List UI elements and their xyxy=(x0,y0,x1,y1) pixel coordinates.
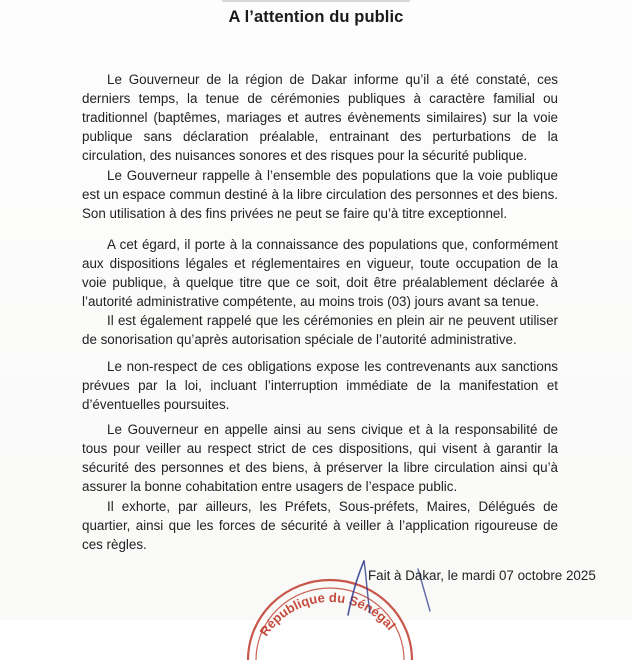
paragraph-2: Le Gouverneur rappelle à l’ensemble des populations que la voie publique est un espace commun destiné à la libre circulation des personnes et des biens. Son utilisation à des fins privées ne peut se faire qu’à titre exceptionnel. xyxy=(82,168,558,221)
signature-place-date: Fait à Dakar, le mardi 07 octobre 2025 xyxy=(368,568,596,583)
paragraph-4: Il est également rappelé que les cérémonies en plein air ne peuvent utiliser de sonorisation qu’après autorisation spéciale de l’autorité administrative. xyxy=(82,313,558,347)
paragraph-3: A cet égard, il porte à la connaissance des populations que, conformément aux dispositions légales et réglementaires en vigueur, toute occupation de la voie publique, à quelque titre que ce soit, doit être préalablement déclarée à l’autorité administrative compétente, au moins trois (03) jours avant sa tenue. xyxy=(82,237,558,309)
paragraph-1: Le Gouverneur de la région de Dakar informe qu’il a été constaté, ces derniers temps, la tenue de cérémonies publiques à caractère familial ou traditionnel (baptêmes, mariages et autres évènements similaires) sur la voie publique sans déclaration préalable, entrainant des perturbations de la circulation, des nuisances sonores et des risques pour la sécurité publique. xyxy=(82,72,558,163)
paragraph-7: Il exhorte, par ailleurs, les Préfets, Sous-préfets, Maires, Délégués de quartier, ainsi que les forces de sécurité à veiller à l’application rigoureuse de ces règles. xyxy=(82,499,558,552)
stamp-text: République du Sénégal xyxy=(256,589,399,639)
top-divider xyxy=(222,0,410,2)
official-stamp xyxy=(230,550,430,660)
paragraph-5: Le non-respect de ces obligations expose les contrevenants aux sanctions prévues par la loi, incluant l’interruption immédiate de la manifestation et d’éventuelles poursuites. xyxy=(82,359,558,412)
page-title: A l’attention du public xyxy=(228,8,404,26)
paragraph-6: Le Gouverneur en appelle ainsi au sens civique et à la responsabilité de tous pour veiller au respect strict de ces dispositions, qui visent à garantir la sécurité des personnes et des biens, à préserver la libre circulation ainsi qu’à assurer la bonne cohabitation entre usagers de l’espace public. xyxy=(82,422,558,494)
handwritten-signature xyxy=(330,555,460,620)
